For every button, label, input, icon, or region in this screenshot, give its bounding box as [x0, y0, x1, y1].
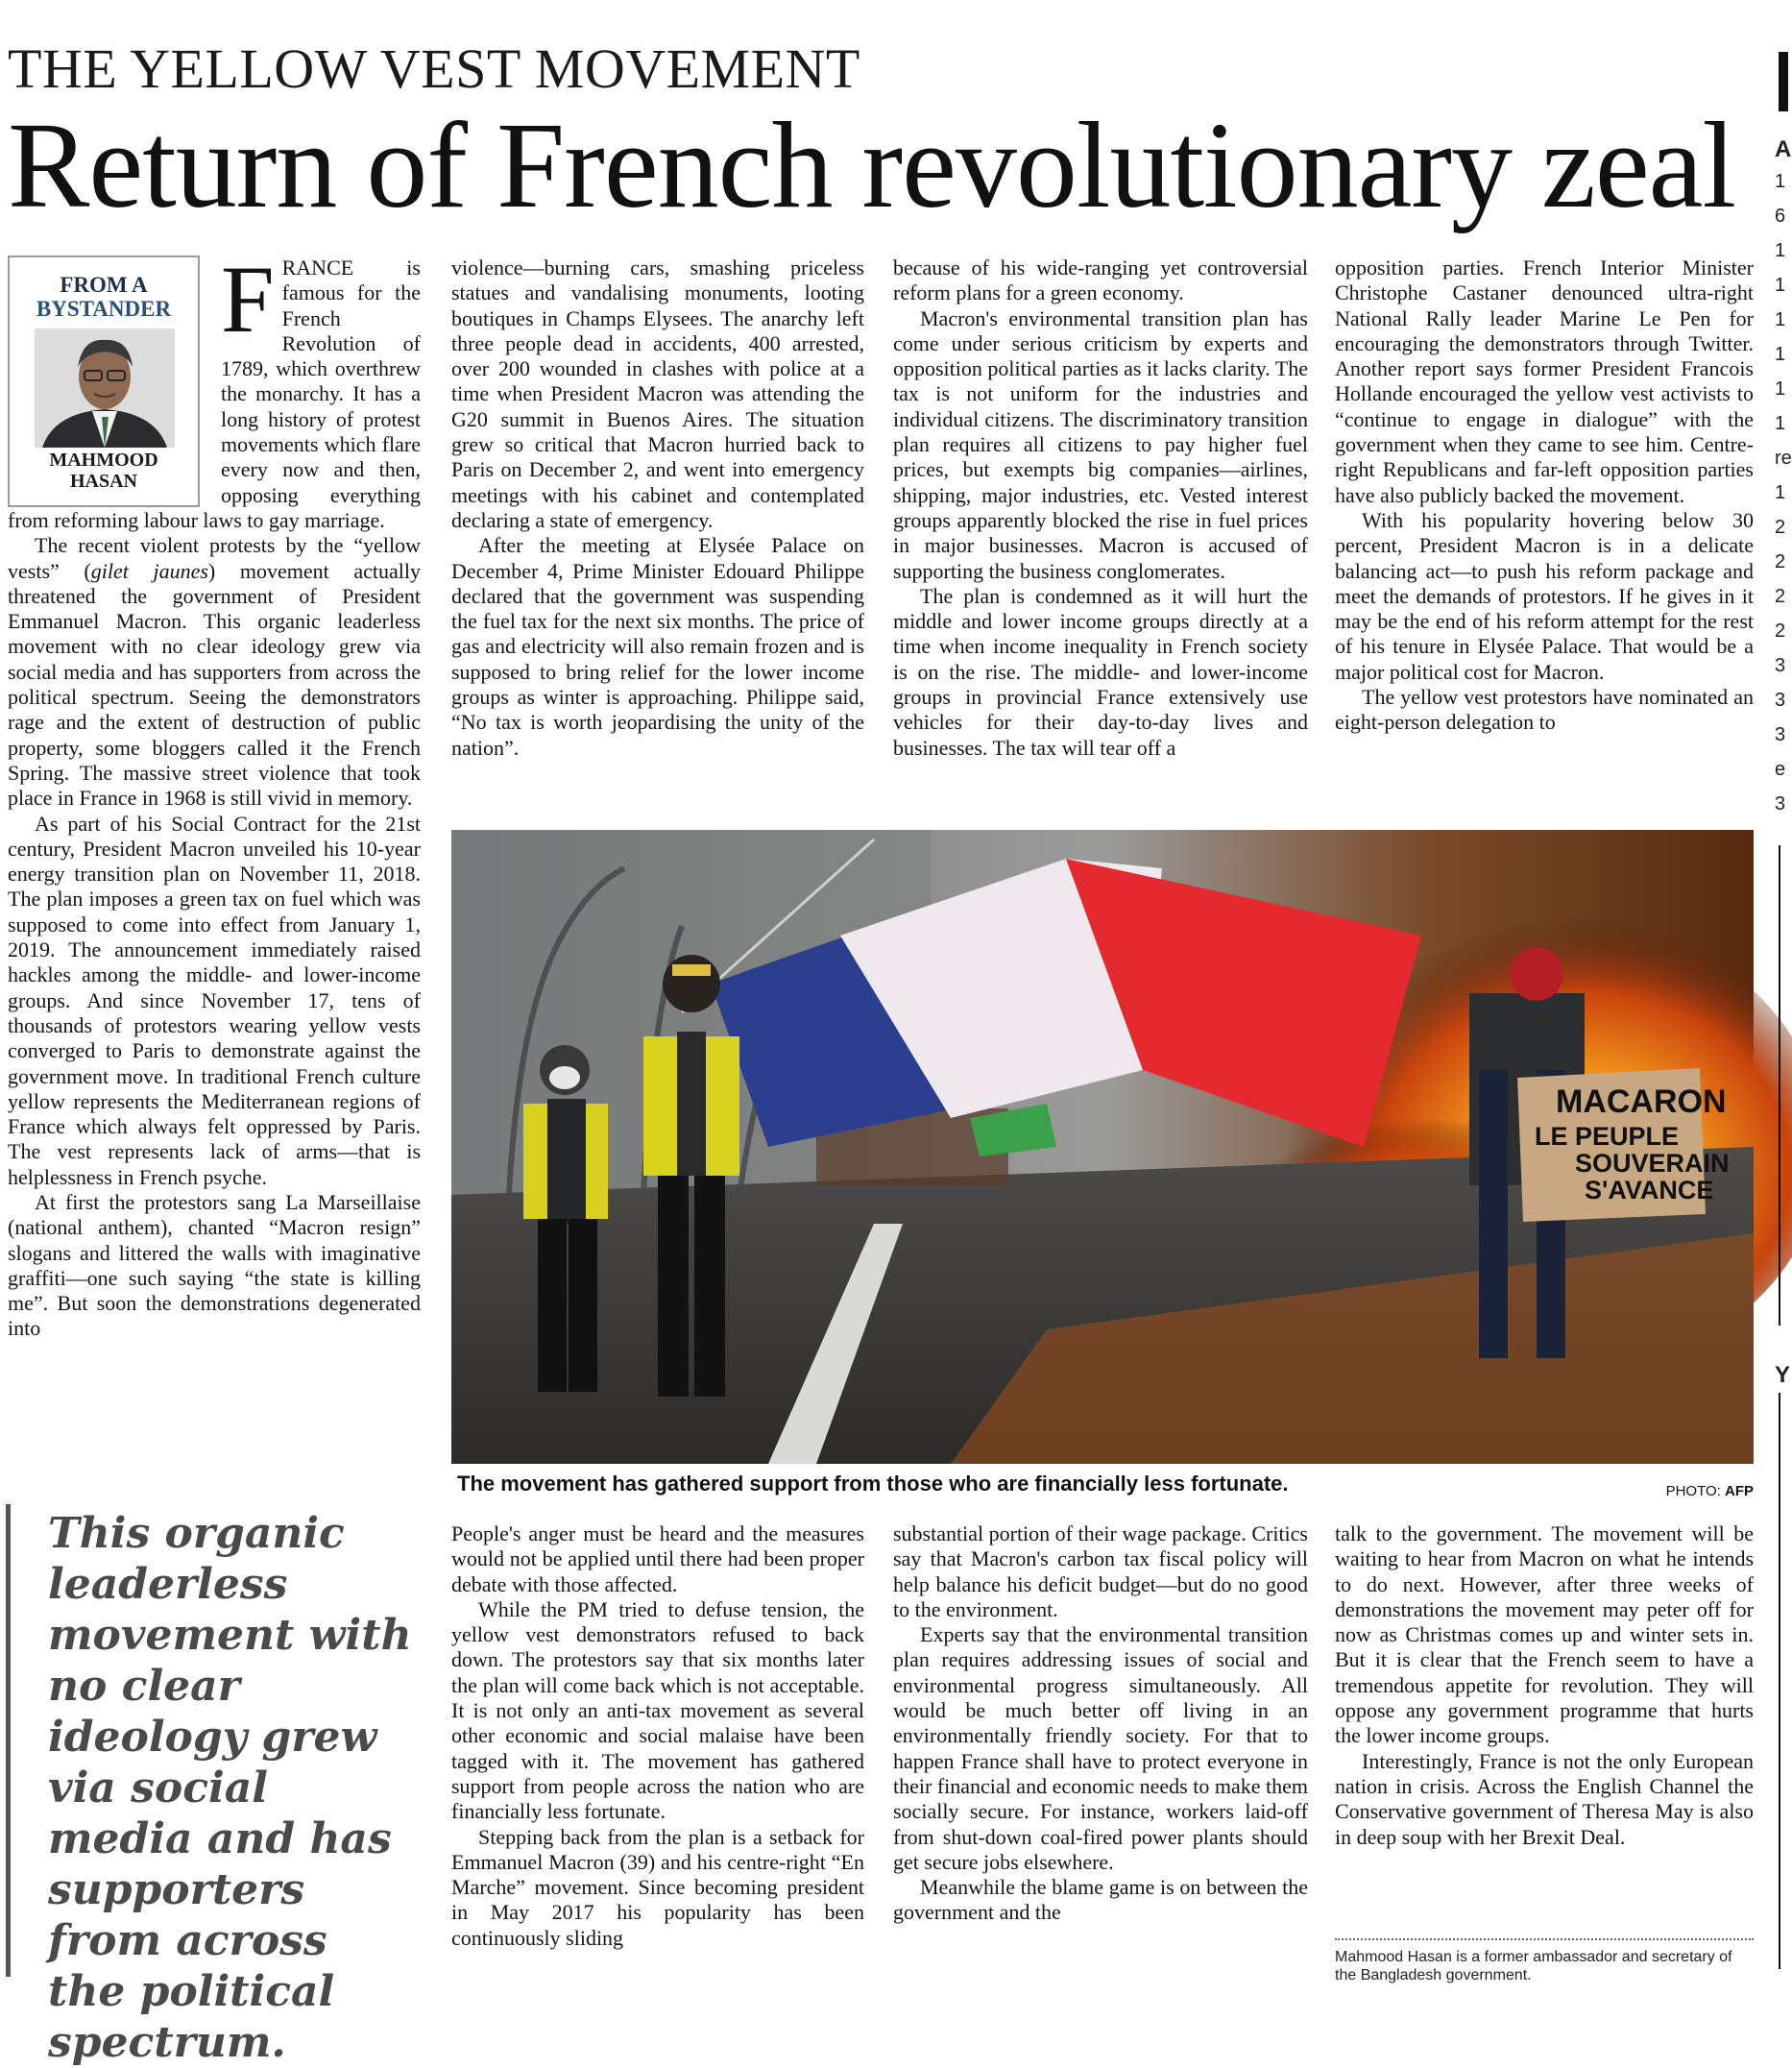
photo-credit: PHOTO: AFP	[1665, 1483, 1754, 1499]
sign-text: LE PEUPLE	[1535, 1122, 1680, 1151]
column-4-bottom	[1335, 1521, 1754, 1850]
edge-glyph: re	[1775, 448, 1792, 469]
sign-text: SOUVERAIN	[1575, 1149, 1730, 1178]
edge-glyph: Y	[1775, 1362, 1791, 1388]
edge-glyph: 2	[1775, 586, 1786, 607]
sign-text: MACARON	[1556, 1083, 1727, 1120]
paragraph: As part of his Social Contract for the 21st century, President Macron unveiled his 10-year energy transition plan on November 11, 2018. The plan imposes a green tax on fuel which was supposed to come into effect from January 1, 2019. The announcement immediately raised hackles among the middle- and lower-income groups. And since November 17, tens of thousands of protestors wearing yellow vests converged to Paris to demonstrate against the government move. In traditional French culture yellow represents the Mediterranean regions of France which always felt oppressed by Paris. The vest represents lack of arms—that is helplessness in French psyche.	[8, 811, 421, 1189]
paragraph: Experts say that the environmental transition plan requires addressing issues of social and environmental progress simultaneously. All would be much better off living in an environmentally friendly society. For that to happen France shall have to protect everyone in their financial and economic needs to make them socially secure. For instance, workers laid-off from shut-down coal-fired power plants should get secure jobs elsewhere.	[893, 1622, 1308, 1874]
paragraph: People's anger must be heard and the measures would not be applied until there had been proper debate with those affected.	[451, 1521, 864, 1596]
edge-block	[1779, 52, 1788, 111]
column-2-top	[451, 255, 864, 761]
byline-author-line1: MAHMOOD	[49, 450, 158, 471]
byline-label-line2: BYSTANDER	[36, 297, 172, 321]
paragraph: The plan is condemned as it will hurt the middle and lower income groups directly at a time when income inequality in French society is on the rise. The middle- and lower-income groups in provincial France extensively use vehicles for their day-to-day lives and businesses. The tax will tear off a	[893, 583, 1308, 760]
photo-caption: The movement has gathered support from those who are financially less fortunate.	[457, 1472, 1289, 1496]
paragraph: While the PM tried to defuse tension, the yellow vest demonstrators refused to back down. The protestors say that six months later the plan will come back which is not acceptable. It is not only an anti-tax movement as several other economic and social malaise have been tagged with it. The movement has gathered support from people across the nation who are financially less fortunate.	[451, 1596, 864, 1824]
edge-glyph: 2	[1775, 620, 1786, 642]
edge-glyph: e	[1775, 759, 1786, 780]
paragraph: The yellow vest protestors have nominated an eight-person delegation to	[1335, 685, 1754, 735]
edge-glyph: 1	[1775, 482, 1786, 503]
edge-glyph: 2	[1775, 551, 1786, 572]
paragraph: Stepping back from the plan is a setback for Emmanuel Macron (39) and his centre-right “En Marche” movement. Since becoming president in May 2017 his popularity has been continuously sliding	[451, 1824, 864, 1950]
edge-glyph: 1	[1775, 413, 1786, 434]
paragraph: With his popularity hovering below 30 percent, President Macron is in a delicate balancing act—to push his reform package and meet the demands of protestors. If he gives in it may be the end of his reform attempt for the rest of his tenure in Elysée Palace. That would be a major political cost for Macron.	[1335, 507, 1754, 684]
edge-glyph: 3	[1775, 724, 1786, 745]
edge-glyph: 3	[1775, 793, 1786, 815]
byline-author-line2: HASAN	[69, 471, 137, 492]
paragraph: violence—burning cars, smashing priceless statues and vandalising monuments, looting boutiques in Champs Elysees. The anarchy left three people dead in accidents, 400 arrested, over 200 wounded in clashes with police at a time when President Macron was attending the G20 summit in Buenos Aires. The situation grew so critical that Macron hurried back to Paris on December 2, and went into emergency meetings with his cabinet and contemplated declaring a state of emergency.	[451, 255, 864, 532]
edge-glyph: 1	[1775, 275, 1786, 296]
paragraph: talk to the government. The movement will be waiting to hear from Macron on what he intends to do next. However, after three weeks of demonstrations the movement may peter off for now as Christmas comes up and winter sets in. But it is clear that the French seem to have a tremendous appetite for revolution. They will oppose any government programme that hurts the lower income groups.	[1335, 1521, 1754, 1748]
column-3-top	[893, 255, 1308, 761]
paragraph: Interestingly, France is not the only European nation in crisis. Across the English Channel the Conservative government of Theresa May is also in deep soup with her Brexit Deal.	[1335, 1748, 1754, 1849]
edge-glyph: 1	[1775, 378, 1786, 400]
edge-glyph: 6	[1775, 206, 1786, 227]
lead-text: RANCE is famous for the French Revolution of 1789, which overthrew the monarchy. It has a long history of protest movements which flare every now and then, opposing everything from reforming labour laws to gay marriage.	[8, 255, 421, 532]
edge-glyph: 2	[1775, 517, 1786, 538]
column-2-bottom	[451, 1521, 864, 1951]
adjacent-column-edge	[1775, 0, 1792, 1977]
protest-photo	[451, 830, 1754, 1464]
headline: Return of French revolutionary zeal	[8, 97, 1735, 233]
column-4-top	[1335, 255, 1754, 736]
footnote-divider	[1335, 1938, 1754, 1940]
paragraph: Macron's environmental transition plan has come under serious criticism by experts and opposition political parties as it lacks clarity. The tax is not uniform for the industries and individual citizens. The discriminatory transition plan requires all citizens to pay higher fuel prices, but exempts big companies—airlines, shipping, major industries, etc. Vested interest groups apparently blocked the rise in fuel prices in major businesses. Macron is accused of supporting the business conglomerates.	[893, 305, 1308, 583]
paragraph: At first the protestors sang La Marseillaise (national anthem), chanted “Macron resign” slogans and littered the walls with imaginative graffiti—one such saying “the state is killing me”. But soon the demonstrations degenerated into	[8, 1189, 421, 1341]
pullquote-rule	[6, 1504, 11, 1977]
byline-label-line1: FROM A	[60, 273, 148, 297]
edge-rule	[1779, 1393, 1790, 1969]
paragraph: Meanwhile the blame game is on between the government and the	[893, 1875, 1308, 1925]
pull-quote: This organic leaderless movement with no clear ideology grew via social media and has supporters from across the political spectrum.	[48, 1509, 412, 2067]
paragraph: After the meeting at Elysée Palace on December 4, Prime Minister Edouard Philippe declared that the government was suspending the fuel tax for the next six months. The price of gas and electricity will also remain frozen and is supposed to bring relief for the lower income groups as winter is approaching. Philippe said, “No tax is worth jeopardising the unity of the nation”.	[451, 533, 864, 760]
edge-glyph: A	[1775, 136, 1792, 162]
paragraph: substantial portion of their wage package. Critics say that Macron's carbon tax fiscal policy will help balance his deficit budget—but do no good to the environment.	[893, 1521, 1308, 1621]
paragraph: The recent violent protests by the “yellow vests” (gilet jaunes) movement actually threatened the government of President Emmanuel Macron. This organic leaderless movement with no clear ideology grew via social media and has supporters from across the political spectrum. Seeing the demonstrators rage and the extent of destruction of public property, some bloggers called it the French Spring. The massive street violence that took place in France in 1968 is still vivid in memory.	[8, 533, 422, 811]
drop-cap: F	[221, 246, 275, 353]
author-footnote: Mahmood Hasan is a former ambassador and secretary of the Bangladesh government.	[1335, 1949, 1732, 1983]
edge-rule	[1779, 845, 1790, 1326]
paragraph: opposition parties. French Interior Minister Christophe Castaner denounced ultra-right National Rally leader Marine Le Pen for encouraging the demonstrators through Twitter. Another report says former President Francois Hollande encouraged the yellow vest activists to “continue to engage in dialogue” with the government when they came to see him. Centre-right Republicans and far-left opposition parties have also publicly backed the movement.	[1335, 255, 1754, 507]
edge-glyph: 1	[1775, 309, 1786, 330]
column-3-bottom	[893, 1521, 1308, 1926]
section-kicker: THE YELLOW VEST MOVEMENT	[8, 37, 860, 100]
column-1-top	[8, 246, 422, 1342]
edge-glyph: 1	[1775, 344, 1786, 365]
edge-glyph: 3	[1775, 690, 1786, 711]
edge-glyph: 3	[1775, 655, 1786, 676]
edge-glyph: 1	[1775, 171, 1786, 192]
sign-text: S'AVANCE	[1585, 1176, 1714, 1204]
paragraph: because of his wide-ranging yet controversial reform plans for a green economy.	[893, 255, 1308, 305]
edge-glyph: 1	[1775, 240, 1786, 261]
